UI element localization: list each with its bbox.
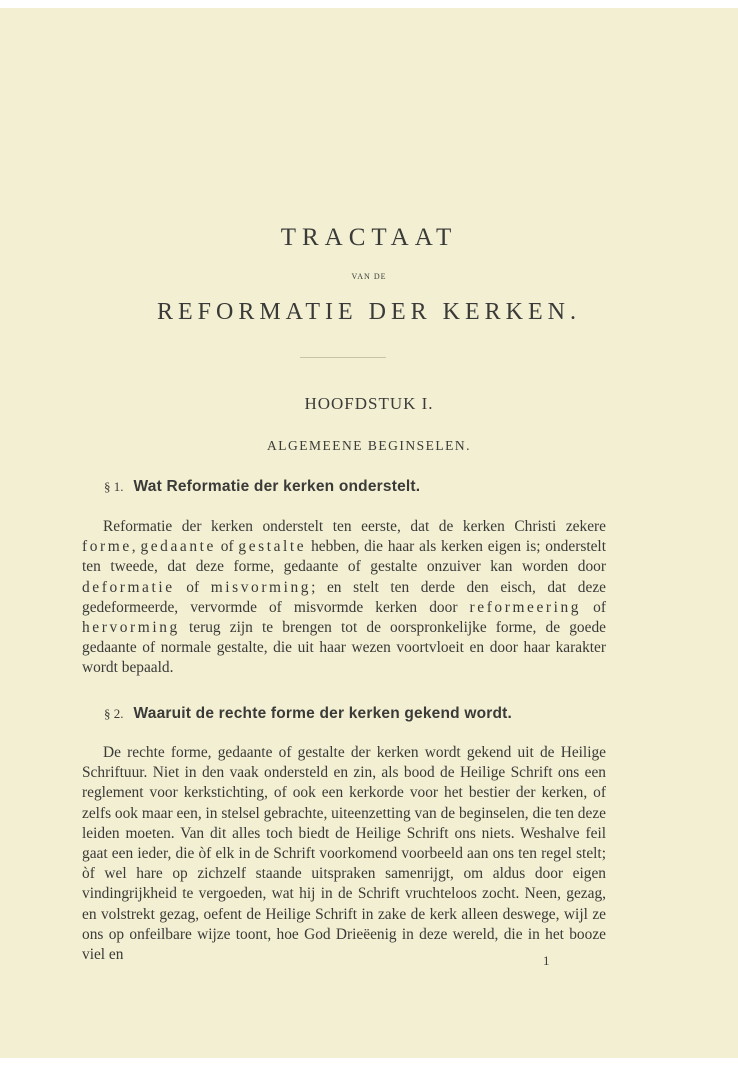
section-1-term: reformeering (469, 598, 582, 616)
section-1-term: hervorming (82, 619, 180, 637)
book-title: TRACTAAT (280, 224, 458, 251)
section-2-number: § 2. (104, 706, 124, 721)
section-1-text: of (581, 598, 606, 616)
book-page (0, 8, 738, 1058)
section-1-text: , (131, 538, 141, 556)
section-2-paragraph: De rechte forme, gedaante of gestalte der kerken wordt gekend uit de Heilige Schriftuur. Niet in den vaak ondersteld en zin, als bood de Heilige Schrift ons een reglement voor kerkstichting, of ook een kerkorde voor het bestier der kerken, of zelfs ook maar een, in stelsel gebrachte, uiteenzetting van de beginselen, die ten deze leiden moeten. Van dit alles toch biedt de Heilige Schrift ons niets. Weshalve feil gaat een ieder, die òf elk in de Schrift voorkomend voorbeeld aan ons ten regel stelt; òf wel hare op zichzelf staande uitspraken samenrijgt, om aldus door eigen vindingrijkheid te vergoeden, wat hij in de Schrift vruchteloos zocht. Neen, gezag, en volstrekt gezag, oefent de Heilige Schrift in zake de kerk alleen deswege, wijl ze ons op onfeilbare wijze toont, hoe God Drieëenig in deze wereld, die in het booze viel en (82, 744, 606, 964)
section-1-term: misvorming (210, 578, 312, 596)
section-1-text: ; en stelt ten derde den eisch, dat deze gedeformeerde, vervormde of misvormde kerken door (82, 578, 606, 616)
section-1-term: deformatie (82, 578, 175, 596)
section-1-heading (104, 478, 420, 496)
section-2-heading (104, 705, 512, 723)
section-2-title: Waaruit de rechte forme der kerken gekend wordt. (133, 705, 513, 722)
chapter-subheading: ALGEMEENE BEGINSELEN. (267, 438, 471, 453)
section-1-term: gedaante (140, 538, 216, 556)
section-1-text: hebben, die haar als kerken eigen is; onderstelt ten tweede, dat deze forme, gedaante of gestalte onzuiver kan worden door (82, 538, 606, 576)
section-1-text: terug zijn te brengen tot de oorspronkelijke forme, de goede gedaante of normale gestalte, die uit haar wezen voortvloeit en door haar karakter wordt bepaald. (82, 619, 606, 677)
section-1-number: § 1. (104, 479, 124, 494)
section-1-term: forme (82, 538, 132, 556)
page-number: 1 (543, 953, 550, 968)
section-1-term: gestalte (238, 538, 307, 556)
section-1-text: Reformatie der kerken onderstelt ten eerste, dat de kerken Christi zekere (103, 518, 606, 535)
section-1-paragraph (82, 517, 606, 679)
chapter-heading: HOOFDSTUK I. (304, 394, 434, 413)
section-1-title: Wat Reformatie der kerken onderstelt. (133, 478, 421, 495)
book-subtitle: REFORMATIE DER KERKEN. (156, 299, 581, 325)
title-connector: VAN DE (351, 272, 387, 281)
title-divider (300, 357, 386, 358)
section-1-text: of (174, 578, 211, 596)
section-1-text: of (215, 538, 239, 556)
